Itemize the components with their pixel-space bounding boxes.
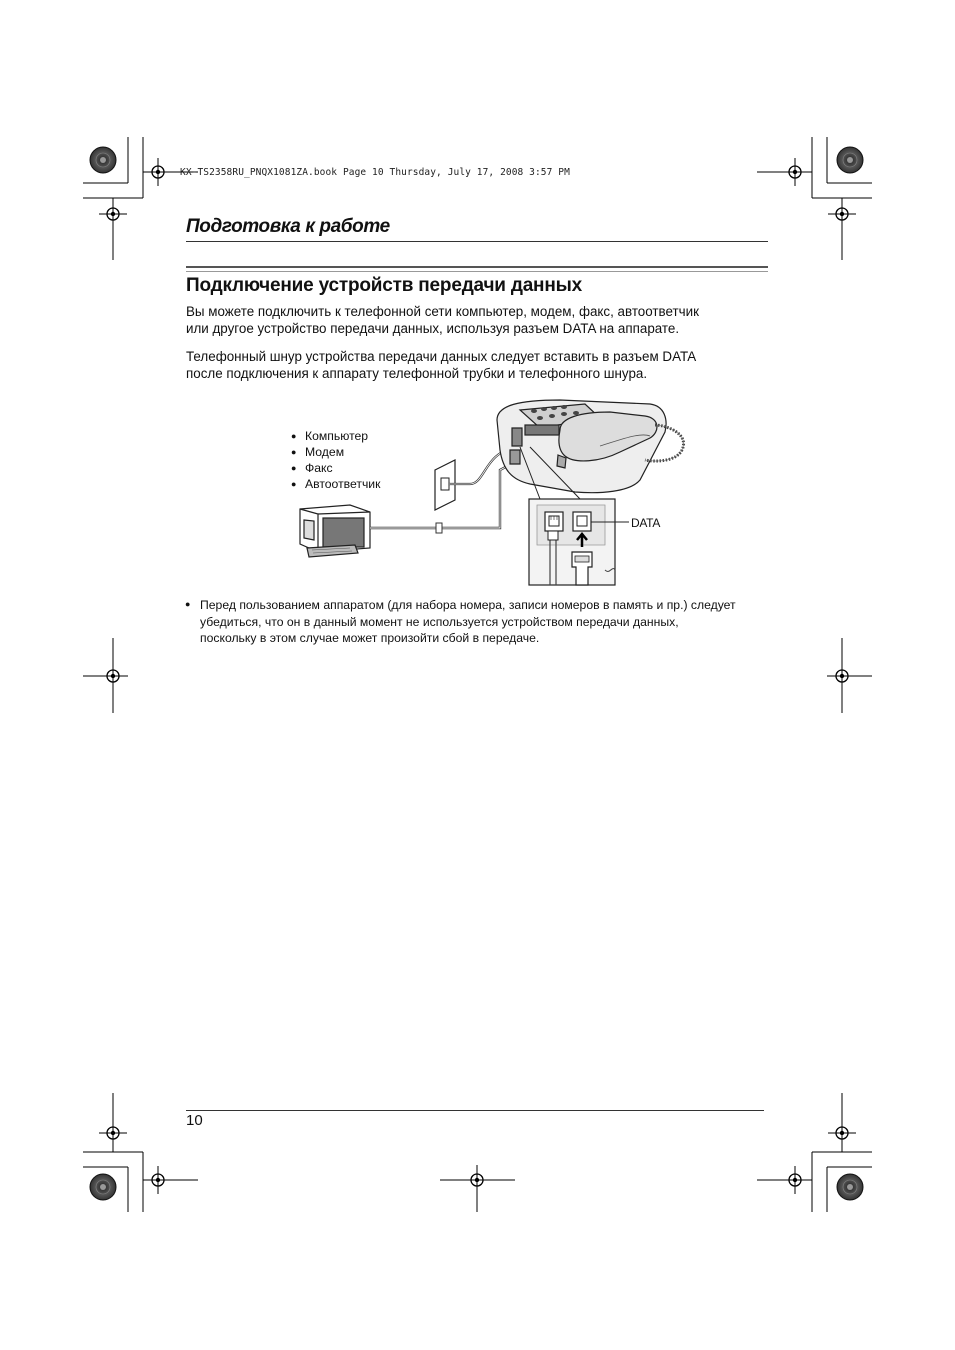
device-list-item: ● Модем — [291, 445, 345, 459]
bullet-icon: ● — [291, 463, 297, 473]
page-heading: Подключение устройств передачи данных — [186, 275, 583, 296]
bullet-icon: ● — [185, 599, 191, 609]
paragraph-line: Телефонный шнур устройства передачи данных следует вставить в разъем DATA — [186, 349, 697, 364]
footer-divider — [186, 1110, 764, 1111]
note-line: убедиться, что он в данный момент не используется устройством передачи данных, — [200, 614, 679, 629]
device-list — [291, 428, 380, 492]
device-list-item: ● Компьютер — [291, 429, 369, 443]
section-title: Подготовка к работе — [186, 216, 390, 237]
note-line: Перед пользованием аппаратом (для набора номера, записи номеров в память и пр.) следует — [200, 598, 736, 612]
telephone-illustration — [497, 400, 684, 499]
paragraph-line: или другое устройство передачи данных, используя разъем DATA на аппарате. — [186, 321, 680, 336]
bullet-icon: ● — [291, 447, 297, 457]
computer-illustration — [300, 505, 370, 557]
usage-note — [200, 597, 780, 647]
file-info-line: KX-TS2358RU_PNQX1081ZA.book Page 10 Thursday, July 17, 2008 3:57 PM — [180, 167, 570, 178]
device-list-item: ● Автоответчик — [291, 477, 381, 491]
jack-inset — [529, 499, 629, 585]
note-line: поскольку в этом случае может произойти сбой в передаче. — [200, 631, 540, 645]
page-number: 10 — [186, 1112, 203, 1129]
device-list-item: ● Факс — [291, 461, 333, 475]
data-jack-label: DATA — [631, 516, 661, 530]
paragraph-line: после подключения к аппарату телефонной трубки и телефонного шнура. — [186, 366, 648, 381]
bullet-icon: ● — [291, 479, 297, 489]
paragraph-line: Вы можете подключить к телефонной сети компьютер, модем, факс, автоответчик — [186, 304, 699, 319]
bullet-icon: ● — [291, 431, 297, 441]
